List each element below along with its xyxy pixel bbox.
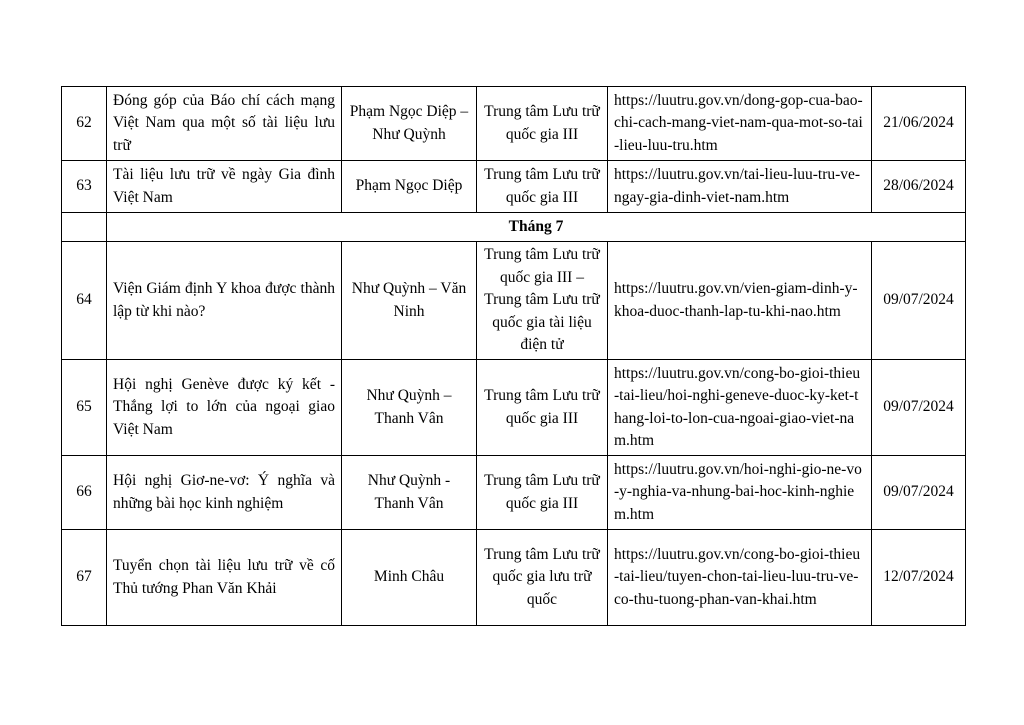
table-row xyxy=(62,242,966,360)
organization: Trung tâm Lưu trữ quốc gia III xyxy=(477,360,608,456)
document-title: Hội nghị Genève được ký kết - Thắng lợi to lớn của ngoại giao Việt Nam xyxy=(107,360,342,456)
table-row xyxy=(62,360,966,456)
document-title: Viện Giám định Y khoa được thành lập từ khi nào? xyxy=(107,242,342,360)
row-number: 62 xyxy=(62,87,107,161)
row-number: 64 xyxy=(62,242,107,360)
document-link[interactable]: https://luutru.gov.vn/dong-gop-cua-bao-chi-cach-mang-viet-nam-qua-mot-so-tai-lieu-luu-tru.htm xyxy=(608,87,872,161)
row-number: 67 xyxy=(62,530,107,626)
publish-date: 12/07/2024 xyxy=(872,530,966,626)
document-link[interactable]: https://luutru.gov.vn/hoi-nghi-gio-ne-vo-y-nghia-va-nhung-bai-hoc-kinh-nghiem.htm xyxy=(608,456,872,530)
author: Minh Châu xyxy=(342,530,477,626)
author: Như Quỳnh - Thanh Vân xyxy=(342,456,477,530)
organization: Trung tâm Lưu trữ quốc gia III xyxy=(477,456,608,530)
document-link[interactable]: https://luutru.gov.vn/cong-bo-gioi-thieu-tai-lieu/hoi-nghi-geneve-duoc-ky-ket-thang-loi-to-lon-cua-ngoai-giao-viet-nam.htm xyxy=(608,360,872,456)
month-header-row xyxy=(62,213,966,242)
table-row xyxy=(62,87,966,161)
table-row xyxy=(62,161,966,213)
organization: Trung tâm Lưu trữ quốc gia III xyxy=(477,87,608,161)
document-link[interactable]: https://luutru.gov.vn/tai-lieu-luu-tru-ve-ngay-gia-dinh-viet-nam.htm xyxy=(608,161,872,213)
publish-date: 09/07/2024 xyxy=(872,360,966,456)
row-number: 65 xyxy=(62,360,107,456)
row-number: 66 xyxy=(62,456,107,530)
document-table xyxy=(61,86,966,626)
table-row xyxy=(62,530,966,626)
publish-date: 09/07/2024 xyxy=(872,456,966,530)
publish-date: 21/06/2024 xyxy=(872,87,966,161)
organization: Trung tâm Lưu trữ quốc gia III xyxy=(477,161,608,213)
month-spacer xyxy=(62,213,107,242)
row-number: 63 xyxy=(62,161,107,213)
author: Phạm Ngọc Diệp – Như Quỳnh xyxy=(342,87,477,161)
author: Như Quỳnh – Văn Ninh xyxy=(342,242,477,360)
publish-date: 28/06/2024 xyxy=(872,161,966,213)
document-title: Đóng góp của Báo chí cách mạng Việt Nam qua một số tài liệu lưu trữ xyxy=(107,87,342,161)
document-title: Hội nghị Giơ-ne-vơ: Ý nghĩa và những bài học kinh nghiệm xyxy=(107,456,342,530)
table-row xyxy=(62,456,966,530)
document-link[interactable]: https://luutru.gov.vn/cong-bo-gioi-thieu-tai-lieu/tuyen-chon-tai-lieu-luu-tru-ve-co-thu-tuong-phan-van-khai.htm xyxy=(608,530,872,626)
author: Như Quỳnh – Thanh Vân xyxy=(342,360,477,456)
document-link[interactable]: https://luutru.gov.vn/vien-giam-dinh-y-khoa-duoc-thanh-lap-tu-khi-nao.htm xyxy=(608,242,872,360)
document-title: Tuyển chọn tài liệu lưu trữ về cố Thủ tướng Phan Văn Khải xyxy=(107,530,342,626)
organization: Trung tâm Lưu trữ quốc gia lưu trữ quốc xyxy=(477,530,608,626)
publish-date: 09/07/2024 xyxy=(872,242,966,360)
document-title: Tài liệu lưu trữ về ngày Gia đình Việt Nam xyxy=(107,161,342,213)
month-header: Tháng 7 xyxy=(107,213,966,242)
organization: Trung tâm Lưu trữ quốc gia III – Trung tâm Lưu trữ quốc gia tài liệu điện tử xyxy=(477,242,608,360)
author: Phạm Ngọc Diệp xyxy=(342,161,477,213)
